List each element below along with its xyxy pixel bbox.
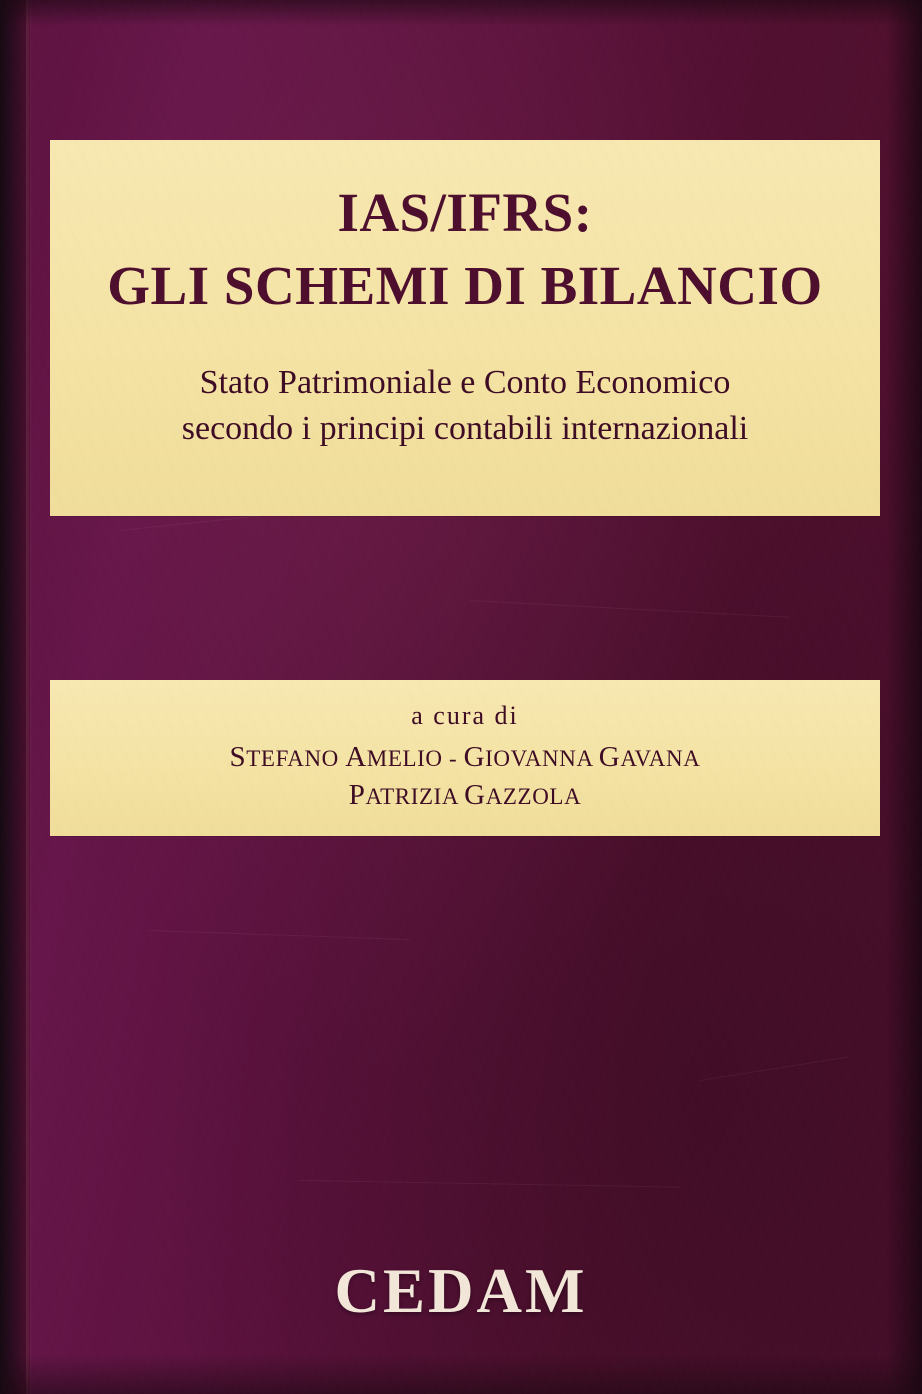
author-name-part: IOVANNA xyxy=(485,746,599,772)
page-title: IAS/IFRS: xyxy=(337,182,593,243)
author-name-part: ATRIZIA xyxy=(365,784,465,809)
scuff-mark xyxy=(470,600,790,618)
subtitle-line-2: secondo i principi contabili internazionali xyxy=(181,410,749,448)
publisher-logo: CEDAM xyxy=(334,1256,588,1326)
author-initial: A xyxy=(345,741,367,774)
author-name-part: MELIO - xyxy=(366,746,464,772)
subtitle-block xyxy=(182,360,749,452)
scuff-mark xyxy=(150,930,410,940)
author-initial: S xyxy=(229,741,247,774)
edited-by-label: a cura di xyxy=(411,701,519,731)
title-panel xyxy=(50,140,880,516)
author-initial: G xyxy=(464,779,486,811)
author-initial: G xyxy=(598,741,621,774)
scuff-mark xyxy=(700,1057,848,1081)
top-edge-shadow xyxy=(0,0,922,26)
bottom-edge-shadow xyxy=(0,1354,922,1394)
subtitle-line-1: Stato Patrimoniale e Conto Economico xyxy=(199,364,731,402)
author-line-1 xyxy=(230,739,701,777)
spine-highlight xyxy=(26,0,32,1394)
author-name-part: AZZOLA xyxy=(485,784,582,809)
author-initial: P xyxy=(348,779,366,811)
right-edge-shadow xyxy=(886,0,922,1394)
author-initial: G xyxy=(463,741,486,774)
author-name-part: AVANA xyxy=(620,746,701,772)
scuff-mark xyxy=(300,1180,680,1188)
authors-panel xyxy=(50,680,880,836)
page-subtitle-main: GLI SCHEMI DI BILANCIO xyxy=(107,254,823,316)
author-name-part: TEFANO xyxy=(246,746,346,772)
author-line-2 xyxy=(349,777,582,815)
